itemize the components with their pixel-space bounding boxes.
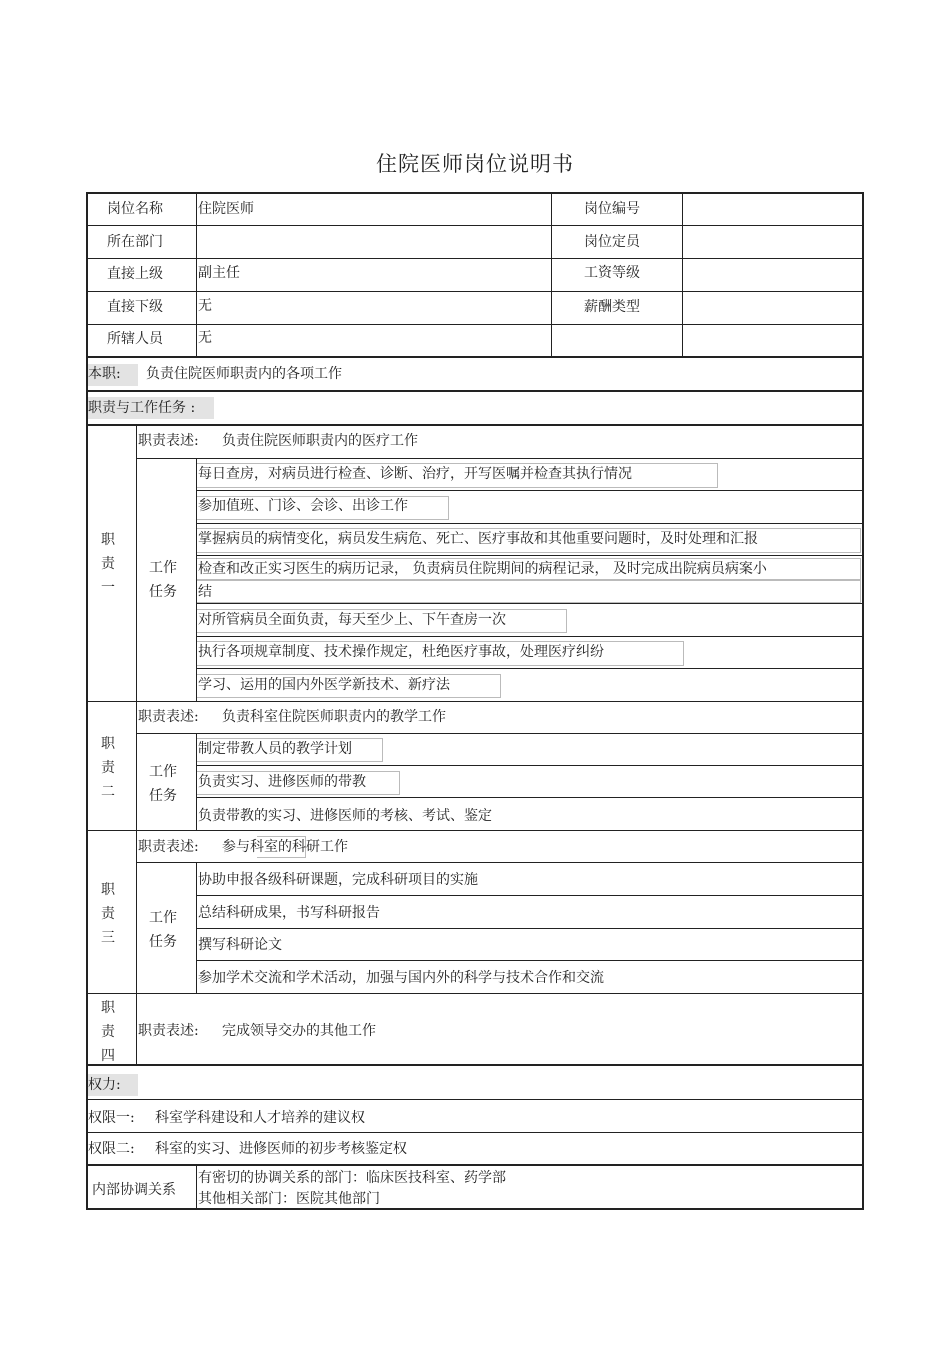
duty-2-task-label: 工作 任务 — [149, 764, 177, 804]
supervisor-value: 副主任 — [198, 265, 240, 281]
duty-3-task-3: 撰写科研论文 — [198, 937, 282, 953]
main-duty-text: 负责住院医师职责内的各项工作 — [146, 366, 342, 382]
duty-2-task-3: 负责带教的实习、进修医师的考核、考试、鉴定 — [198, 808, 492, 824]
duty-4-statement: 完成领导交办的其他工作 — [222, 1023, 376, 1039]
relations-line-1: 有密切的协调关系的部门：临床医技科室、药学部 — [198, 1170, 506, 1186]
duty-4-statement-label: 职责表述: — [138, 1023, 199, 1039]
duty-2-label: 职 责 二 — [101, 736, 115, 800]
power-1-text: 科室学科建设和人才培养的建议权 — [155, 1110, 365, 1126]
duty-3-task-4: 参加学术交流和学术活动，加强与国内外的科学与技术合作和交流 — [198, 970, 604, 986]
table-top-border — [86, 192, 864, 194]
staff-value: 无 — [198, 330, 212, 346]
duty-3-task-label: 工作 任务 — [149, 910, 177, 950]
duties-header: 职责与工作任务 : — [88, 400, 196, 416]
power-2-text: 科室的实习、进修医师的初步考核鉴定权 — [155, 1141, 407, 1157]
subordinate-label: 直接下级 — [107, 299, 163, 315]
duty-4-label: 职 责 四 — [101, 1000, 115, 1064]
main-duty-label: 本职: — [88, 366, 121, 382]
duty-1-task-2: 参加值班、门诊、会诊、出诊工作 — [198, 498, 408, 514]
duty-1-statement-label: 职责表述: — [138, 433, 199, 449]
relations-line-2: 其他相关部门：医院其他部门 — [198, 1191, 380, 1207]
duty-3-task-2: 总结科研成果，书写科研报告 — [198, 905, 380, 921]
duty-2-statement: 负责科室住院医师职责内的教学工作 — [222, 709, 446, 725]
duty-1-task-label: 工作 任务 — [149, 560, 177, 600]
relations-label: 内部协调关系 — [92, 1182, 176, 1198]
pay-type-label: 薪酬类型 — [584, 299, 640, 315]
duty-1-task-6: 执行各项规章制度、技术操作规定，杜绝医疗事故，处理医疗纠纷 — [198, 644, 604, 660]
duty-1-statement: 负责住院医师职责内的医疗工作 — [222, 433, 418, 449]
post-name-label: 岗位名称 — [107, 201, 163, 217]
power-1-label: 权限一: — [88, 1110, 135, 1126]
page-title: 住院医师岗位说明书 — [376, 152, 574, 176]
duty-1-task-5: 对所管病员全面负责，每天至少上、下午查房一次 — [198, 612, 506, 628]
duty-3-task-1: 协助申报各级科研课题，完成科研项目的实施 — [198, 872, 478, 888]
duty-1-task-7: 学习、运用的国内外医学新技术、新疗法 — [198, 677, 450, 693]
headcount-label: 岗位定员 — [584, 234, 640, 250]
post-number-label: 岗位编号 — [584, 201, 640, 217]
duty-1-task-3: 掌握病员的病情变化，病员发生病危、死亡、医疗事故和其他重要问题时，及时处理和汇报 — [198, 531, 758, 547]
department-label: 所在部门 — [107, 234, 163, 250]
duty-2-task-1: 制定带教人员的教学计划 — [198, 741, 352, 757]
duty-3-statement-label: 职责表述: — [138, 839, 199, 855]
duty-2-task-2: 负责实习、进修医师的带教 — [198, 774, 366, 790]
subordinate-value: 无 — [198, 298, 212, 314]
table-bottom-border — [86, 1208, 864, 1210]
duty-3-label: 职 责 三 — [101, 882, 115, 946]
supervisor-label: 直接上级 — [107, 266, 163, 282]
duty-1-task-4-cont: 结 — [198, 584, 212, 600]
staff-label: 所辖人员 — [107, 331, 163, 347]
duty-2-statement-label: 职责表述: — [138, 709, 199, 725]
duty-1-label: 职 责 一 — [101, 532, 115, 596]
power-label: 权力: — [88, 1077, 121, 1093]
post-name-value: 住院医师 — [198, 201, 254, 217]
duty-1-task-4: 检查和改正实习医生的病历记录， 负责病员住院期间的病程记录， 及时完成出院病员病案小 — [198, 561, 767, 577]
duty-3-statement: 参与科室的科研工作 — [222, 839, 348, 855]
power-2-label: 权限二: — [88, 1141, 135, 1157]
duty-1-task-1: 每日查房，对病员进行检查、诊断、治疗，开写医嘱并检查其执行情况 — [198, 466, 632, 482]
salary-grade-label: 工资等级 — [584, 265, 640, 281]
